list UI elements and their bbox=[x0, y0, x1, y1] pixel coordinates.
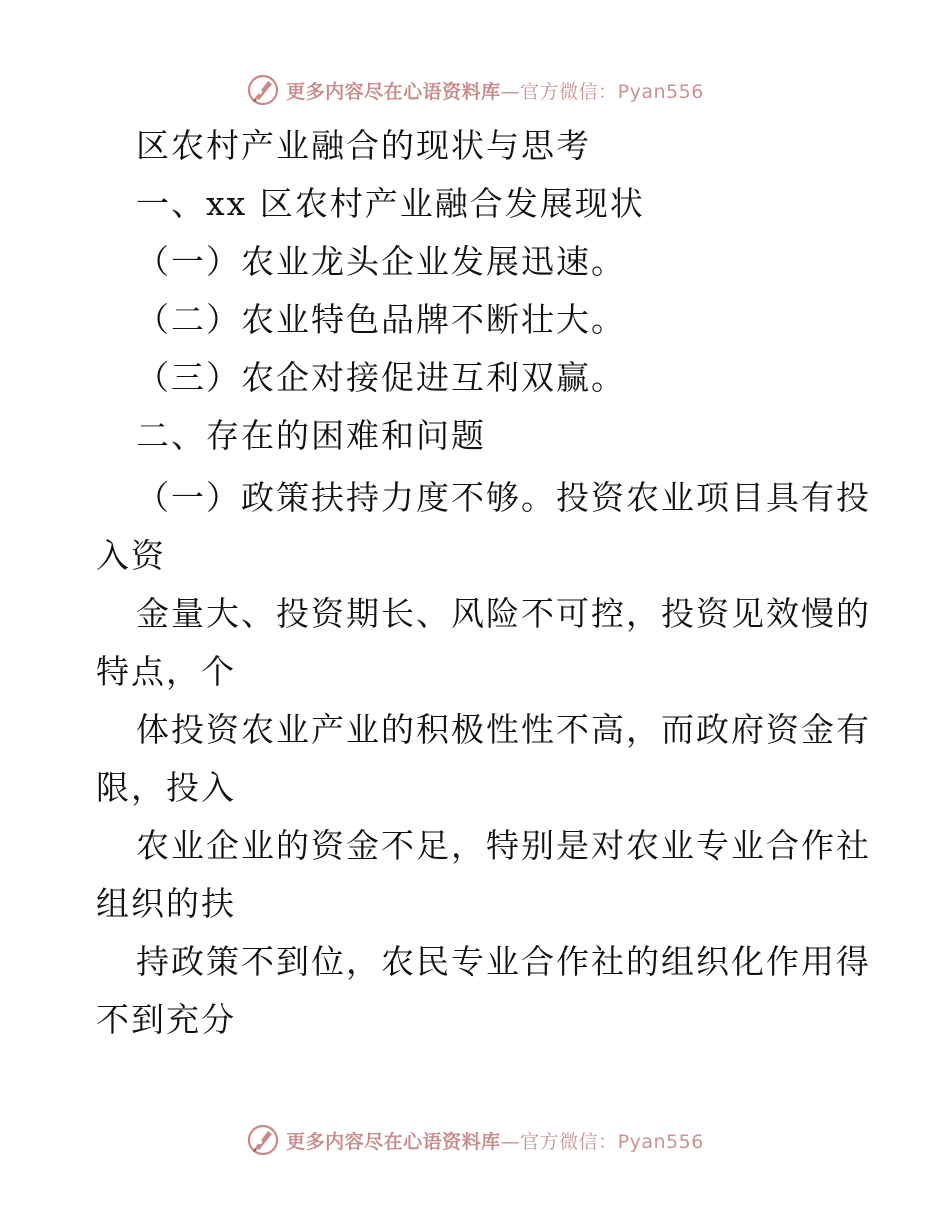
paragraph-line: 特点，个 bbox=[96, 652, 236, 691]
paragraph-line: 限，投入 bbox=[96, 768, 236, 807]
watermark-brand: 更多内容尽在心语资料库 bbox=[286, 80, 501, 103]
watermark-contact: —官方微信：Pyan556 bbox=[500, 80, 704, 103]
watermark-group bbox=[246, 1123, 704, 1157]
section-heading-2: 二、存在的困难和问题 bbox=[136, 416, 486, 455]
list-item: （三）农企对接促进互利双赢。 bbox=[136, 358, 626, 397]
section-heading-1: 一、xx 区农村产业融合发展现状 bbox=[136, 184, 645, 223]
paragraph-line: 金量大、投资期长、风险不可控，投资见效慢的 bbox=[136, 594, 871, 633]
watermark-group bbox=[246, 73, 704, 107]
list-item: （一）农业龙头企业发展迅速。 bbox=[136, 242, 626, 281]
document-title: 区农村产业融合的现状与思考 bbox=[136, 126, 591, 165]
paragraph-line: 农业企业的资金不足，特别是对农业专业合作社 bbox=[136, 826, 871, 865]
paragraph-line: 持政策不到位，农民专业合作社的组织化作用得 bbox=[136, 942, 871, 981]
watermark-contact: —官方微信：Pyan556 bbox=[500, 1130, 704, 1153]
footer-watermark bbox=[0, 1118, 950, 1162]
quill-pen-icon bbox=[246, 1123, 280, 1157]
quill-pen-icon bbox=[246, 73, 280, 107]
watermark-text bbox=[286, 1127, 704, 1154]
watermark-brand: 更多内容尽在心语资料库 bbox=[286, 1130, 501, 1153]
paragraph-line: 入资 bbox=[96, 536, 166, 575]
paragraph-line: 不到充分 bbox=[96, 1000, 236, 1039]
watermark-text bbox=[286, 77, 704, 104]
list-item: （二）农业特色品牌不断壮大。 bbox=[136, 300, 626, 339]
paragraph-line: 体投资农业产业的积极性性不高，而政府资金有 bbox=[136, 710, 871, 749]
header-watermark bbox=[0, 68, 950, 112]
paragraph-line: （一）政策扶持力度不够。投资农业项目具有投 bbox=[136, 478, 871, 517]
paragraph-line: 组织的扶 bbox=[96, 884, 236, 923]
